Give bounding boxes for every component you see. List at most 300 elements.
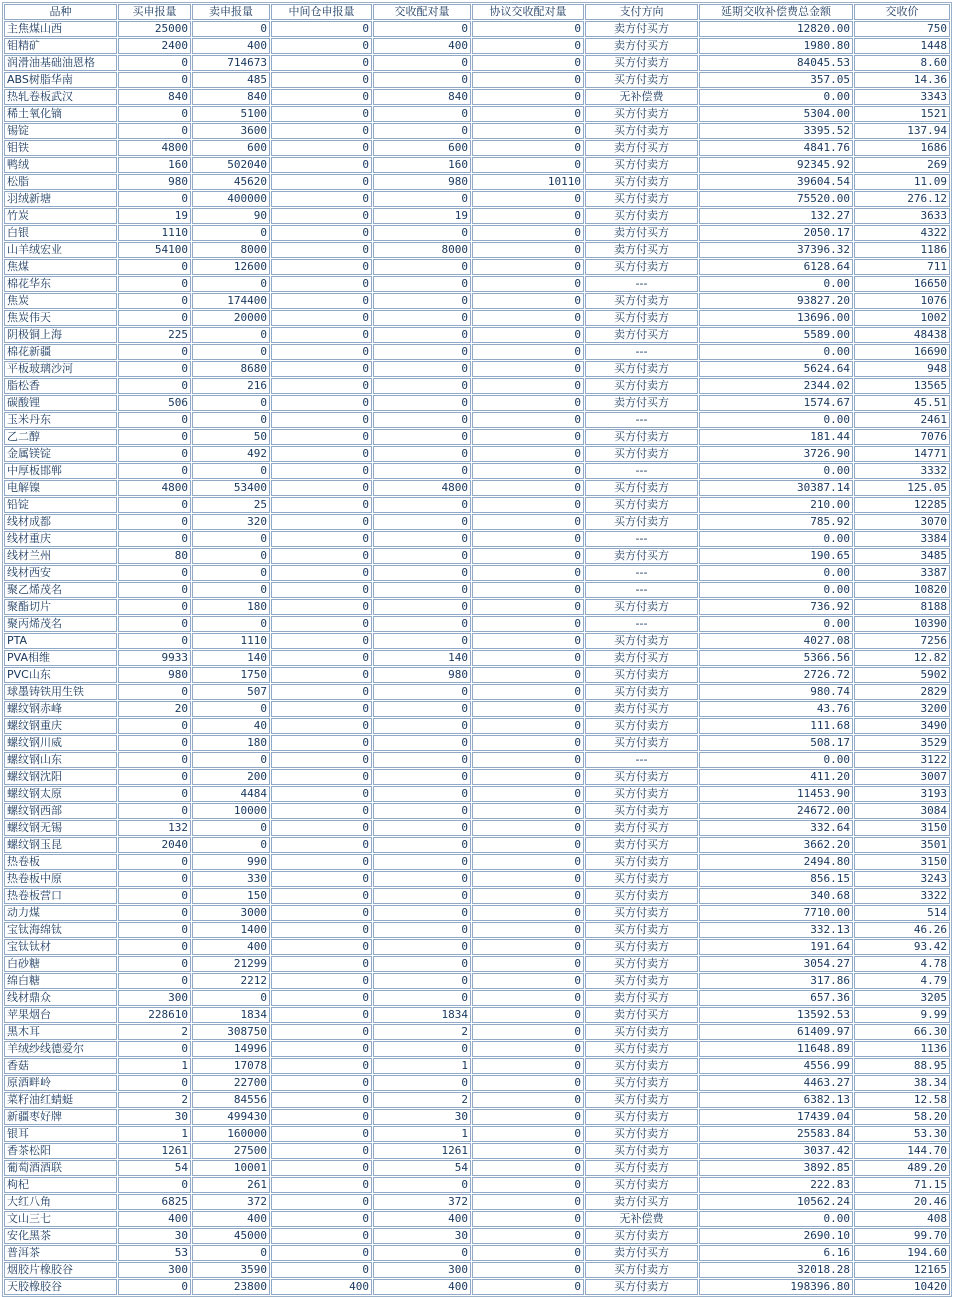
cell-col-matched: 0 [373, 378, 471, 394]
cell-col-intermediate-declared: 0 [271, 225, 372, 241]
cell-col-settle-price: 1186 [854, 242, 950, 258]
cell-col-pay-direction: 卖方付买方 [585, 990, 698, 1006]
cell-col-agreement-matched: 0 [472, 242, 584, 258]
cell-col-buy-declared: 4800 [118, 480, 191, 496]
header-col-settle-price: 交收价 [854, 4, 950, 20]
cell-col-settle-price: 1076 [854, 293, 950, 309]
cell-col-sell-declared: 150 [192, 888, 270, 904]
cell-col-compensation-total: 6.16 [699, 1245, 853, 1261]
header-col-matched: 交收配对量 [373, 4, 471, 20]
cell-col-variety: 锡锭 [4, 123, 117, 139]
cell-col-sell-declared: 0 [192, 582, 270, 598]
cell-col-pay-direction: 买方付卖方 [585, 1279, 698, 1295]
cell-col-agreement-matched: 0 [472, 735, 584, 751]
cell-col-matched: 0 [373, 786, 471, 802]
cell-col-agreement-matched: 0 [472, 55, 584, 71]
cell-col-agreement-matched: 0 [472, 208, 584, 224]
cell-col-buy-declared: 2 [118, 1092, 191, 1108]
cell-col-settle-price: 750 [854, 21, 950, 37]
cell-col-agreement-matched: 0 [472, 38, 584, 54]
cell-col-compensation-total: 1980.80 [699, 38, 853, 54]
cell-col-intermediate-declared: 0 [271, 684, 372, 700]
cell-col-matched: 0 [373, 735, 471, 751]
cell-col-compensation-total: 0.00 [699, 412, 853, 428]
cell-col-sell-declared: 10000 [192, 803, 270, 819]
cell-col-pay-direction: --- [585, 276, 698, 292]
cell-col-settle-price: 38.34 [854, 1075, 950, 1091]
cell-col-sell-declared: 8000 [192, 242, 270, 258]
cell-col-compensation-total: 0.00 [699, 752, 853, 768]
cell-col-agreement-matched: 0 [472, 497, 584, 513]
cell-col-intermediate-declared: 0 [271, 327, 372, 343]
cell-col-agreement-matched: 0 [472, 565, 584, 581]
cell-col-sell-declared: 0 [192, 548, 270, 564]
cell-col-agreement-matched: 0 [472, 310, 584, 326]
cell-col-sell-declared: 23800 [192, 1279, 270, 1295]
cell-col-compensation-total: 30387.14 [699, 480, 853, 496]
cell-col-agreement-matched: 0 [472, 752, 584, 768]
cell-col-compensation-total: 3892.85 [699, 1160, 853, 1176]
cell-col-pay-direction: --- [585, 412, 698, 428]
cell-col-compensation-total: 5366.56 [699, 650, 853, 666]
cell-col-pay-direction: 卖方付买方 [585, 242, 698, 258]
cell-col-compensation-total: 657.36 [699, 990, 853, 1006]
cell-col-agreement-matched: 0 [472, 1143, 584, 1159]
cell-col-sell-declared: 492 [192, 446, 270, 462]
table-row [4, 973, 950, 989]
cell-col-settle-price: 10420 [854, 1279, 950, 1295]
cell-col-buy-declared: 2040 [118, 837, 191, 853]
cell-col-settle-price: 13565 [854, 378, 950, 394]
cell-col-agreement-matched: 0 [472, 837, 584, 853]
cell-col-sell-declared: 8680 [192, 361, 270, 377]
cell-col-buy-declared: 0 [118, 55, 191, 71]
cell-col-intermediate-declared: 0 [271, 310, 372, 326]
cell-col-variety: 竹炭 [4, 208, 117, 224]
cell-col-variety: 宝钛海绵钛 [4, 922, 117, 938]
cell-col-variety: 松脂 [4, 174, 117, 190]
cell-col-agreement-matched: 0 [472, 769, 584, 785]
cell-col-buy-declared: 0 [118, 106, 191, 122]
cell-col-agreement-matched: 10110 [472, 174, 584, 190]
cell-col-buy-declared: 0 [118, 310, 191, 326]
table-row [4, 752, 950, 768]
cell-col-compensation-total: 75520.00 [699, 191, 853, 207]
cell-col-matched: 0 [373, 191, 471, 207]
table-row [4, 1143, 950, 1159]
cell-col-pay-direction: 买方付卖方 [585, 1058, 698, 1074]
cell-col-compensation-total: 0.00 [699, 463, 853, 479]
cell-col-compensation-total: 1574.67 [699, 395, 853, 411]
cell-col-compensation-total: 4556.99 [699, 1058, 853, 1074]
cell-col-sell-declared: 372 [192, 1194, 270, 1210]
cell-col-intermediate-declared: 0 [271, 973, 372, 989]
cell-col-pay-direction: 卖方付买方 [585, 650, 698, 666]
header-col-variety: 品种 [4, 4, 117, 20]
cell-col-compensation-total: 39604.54 [699, 174, 853, 190]
table-row [4, 38, 950, 54]
cell-col-variety: 线材鼎众 [4, 990, 117, 1006]
cell-col-variety: 烟胶片橡胶谷 [4, 1262, 117, 1278]
table-row [4, 463, 950, 479]
cell-col-pay-direction: 买方付卖方 [585, 735, 698, 751]
table-row [4, 1194, 950, 1210]
cell-col-intermediate-declared: 0 [271, 106, 372, 122]
cell-col-intermediate-declared: 0 [271, 565, 372, 581]
cell-col-agreement-matched: 0 [472, 1058, 584, 1074]
cell-col-buy-declared: 0 [118, 1177, 191, 1193]
cell-col-buy-declared: 0 [118, 922, 191, 938]
cell-col-buy-declared: 4800 [118, 140, 191, 156]
cell-col-buy-declared: 80 [118, 548, 191, 564]
cell-col-agreement-matched: 0 [472, 786, 584, 802]
cell-col-agreement-matched: 0 [472, 1075, 584, 1091]
cell-col-compensation-total: 10562.24 [699, 1194, 853, 1210]
table-row [4, 871, 950, 887]
cell-col-sell-declared: 4484 [192, 786, 270, 802]
cell-col-matched: 0 [373, 803, 471, 819]
cell-col-matched: 0 [373, 701, 471, 717]
cell-col-matched: 0 [373, 412, 471, 428]
cell-col-matched: 0 [373, 21, 471, 37]
cell-col-settle-price: 3529 [854, 735, 950, 751]
cell-col-compensation-total: 191.64 [699, 939, 853, 955]
cell-col-matched: 160 [373, 157, 471, 173]
cell-col-matched: 140 [373, 650, 471, 666]
cell-col-matched: 0 [373, 327, 471, 343]
cell-col-matched: 0 [373, 820, 471, 836]
cell-col-intermediate-declared: 0 [271, 548, 372, 564]
cell-col-settle-price: 3150 [854, 820, 950, 836]
cell-col-matched: 8000 [373, 242, 471, 258]
cell-col-settle-price: 12.58 [854, 1092, 950, 1108]
cell-col-buy-declared: 0 [118, 599, 191, 615]
cell-col-variety: 文山三七 [4, 1211, 117, 1227]
table-row [4, 837, 950, 853]
cell-col-intermediate-declared: 0 [271, 633, 372, 649]
cell-col-variety: 螺纹钢山东 [4, 752, 117, 768]
cell-col-sell-declared: 0 [192, 990, 270, 1006]
cell-col-compensation-total: 785.92 [699, 514, 853, 530]
cell-col-agreement-matched: 0 [472, 684, 584, 700]
cell-col-sell-declared: 3590 [192, 1262, 270, 1278]
cell-col-buy-declared: 0 [118, 582, 191, 598]
cell-col-sell-declared: 1834 [192, 1007, 270, 1023]
cell-col-variety: 焦炭伟天 [4, 310, 117, 326]
cell-col-buy-declared: 228610 [118, 1007, 191, 1023]
cell-col-intermediate-declared: 0 [271, 1160, 372, 1176]
cell-col-variety: 碳酸锂 [4, 395, 117, 411]
cell-col-settle-price: 88.95 [854, 1058, 950, 1074]
cell-col-variety: 螺纹钢无锡 [4, 820, 117, 836]
cell-col-variety: 焦炭 [4, 293, 117, 309]
cell-col-compensation-total: 111.68 [699, 718, 853, 734]
cell-col-sell-declared: 45000 [192, 1228, 270, 1244]
cell-col-agreement-matched: 0 [472, 123, 584, 139]
cell-col-variety: 聚酯切片 [4, 599, 117, 615]
cell-col-intermediate-declared: 0 [271, 1143, 372, 1159]
cell-col-variety: 螺纹钢沈阳 [4, 769, 117, 785]
table-row [4, 327, 950, 343]
table-row [4, 854, 950, 870]
cell-col-agreement-matched: 0 [472, 905, 584, 921]
cell-col-agreement-matched: 0 [472, 480, 584, 496]
cell-col-sell-declared: 0 [192, 327, 270, 343]
cell-col-variety: 天胶橡胶谷 [4, 1279, 117, 1295]
cell-col-matched: 0 [373, 633, 471, 649]
cell-col-pay-direction: 卖方付买方 [585, 38, 698, 54]
cell-col-settle-price: 1136 [854, 1041, 950, 1057]
cell-col-buy-declared: 53 [118, 1245, 191, 1261]
cell-col-agreement-matched: 0 [472, 72, 584, 88]
cell-col-buy-declared: 0 [118, 939, 191, 955]
cell-col-matched: 0 [373, 837, 471, 853]
cell-col-buy-declared: 54100 [118, 242, 191, 258]
cell-col-buy-declared: 0 [118, 1041, 191, 1057]
cell-col-buy-declared: 1 [118, 1058, 191, 1074]
cell-col-sell-declared: 5100 [192, 106, 270, 122]
cell-col-sell-declared: 0 [192, 531, 270, 547]
cell-col-compensation-total: 17439.04 [699, 1109, 853, 1125]
cell-col-matched: 30 [373, 1228, 471, 1244]
cell-col-settle-price: 3332 [854, 463, 950, 479]
cell-col-sell-declared: 45620 [192, 174, 270, 190]
cell-col-variety: 羊绒纱线德爱尔 [4, 1041, 117, 1057]
cell-col-compensation-total: 332.13 [699, 922, 853, 938]
cell-col-buy-declared: 0 [118, 718, 191, 734]
cell-col-sell-declared: 0 [192, 395, 270, 411]
table-row [4, 548, 950, 564]
cell-col-pay-direction: 卖方付买方 [585, 21, 698, 37]
cell-col-settle-price: 276.12 [854, 191, 950, 207]
cell-col-sell-declared: 40 [192, 718, 270, 734]
cell-col-settle-price: 58.20 [854, 1109, 950, 1125]
cell-col-sell-declared: 261 [192, 1177, 270, 1193]
cell-col-variety: 玉米丹东 [4, 412, 117, 428]
cell-col-variety: 线材西安 [4, 565, 117, 581]
cell-col-compensation-total: 3395.52 [699, 123, 853, 139]
cell-col-agreement-matched: 0 [472, 888, 584, 904]
cell-col-matched: 0 [373, 123, 471, 139]
cell-col-intermediate-declared: 0 [271, 191, 372, 207]
cell-col-matched: 400 [373, 1211, 471, 1227]
cell-col-buy-declared: 0 [118, 293, 191, 309]
cell-col-compensation-total: 340.68 [699, 888, 853, 904]
cell-col-sell-declared: 216 [192, 378, 270, 394]
cell-col-buy-declared: 0 [118, 497, 191, 513]
cell-col-compensation-total: 2726.72 [699, 667, 853, 683]
cell-col-agreement-matched: 0 [472, 276, 584, 292]
cell-col-matched: 0 [373, 769, 471, 785]
cell-col-sell-declared: 174400 [192, 293, 270, 309]
cell-col-pay-direction: 买方付卖方 [585, 497, 698, 513]
cell-col-settle-price: 3243 [854, 871, 950, 887]
cell-col-variety: 新疆枣好牌 [4, 1109, 117, 1125]
cell-col-variety: 乙二醇 [4, 429, 117, 445]
cell-col-settle-price: 1521 [854, 106, 950, 122]
cell-col-compensation-total: 210.00 [699, 497, 853, 513]
cell-col-variety: 平板玻璃沙河 [4, 361, 117, 377]
cell-col-settle-price: 2461 [854, 412, 950, 428]
cell-col-intermediate-declared: 0 [271, 667, 372, 683]
cell-col-compensation-total: 24672.00 [699, 803, 853, 819]
cell-col-sell-declared: 320 [192, 514, 270, 530]
cell-col-compensation-total: 6128.64 [699, 259, 853, 275]
cell-col-pay-direction: 买方付卖方 [585, 956, 698, 972]
cell-col-compensation-total: 411.20 [699, 769, 853, 785]
cell-col-buy-declared: 54 [118, 1160, 191, 1176]
cell-col-intermediate-declared: 0 [271, 446, 372, 462]
cell-col-compensation-total: 43.76 [699, 701, 853, 717]
cell-col-matched: 0 [373, 956, 471, 972]
cell-col-variety: 阴极铜上海 [4, 327, 117, 343]
cell-col-intermediate-declared: 0 [271, 905, 372, 921]
cell-col-matched: 0 [373, 871, 471, 887]
cell-col-buy-declared: 160 [118, 157, 191, 173]
cell-col-intermediate-declared: 0 [271, 735, 372, 751]
cell-col-agreement-matched: 0 [472, 395, 584, 411]
cell-col-compensation-total: 856.15 [699, 871, 853, 887]
cell-col-variety: 棉花新疆 [4, 344, 117, 360]
table-row [4, 1126, 950, 1142]
cell-col-settle-price: 3084 [854, 803, 950, 819]
cell-col-sell-declared: 1400 [192, 922, 270, 938]
table-row [4, 650, 950, 666]
cell-col-matched: 0 [373, 276, 471, 292]
cell-col-variety: 鸭绒 [4, 157, 117, 173]
cell-col-compensation-total: 3726.90 [699, 446, 853, 462]
cell-col-matched: 0 [373, 514, 471, 530]
table-row [4, 718, 950, 734]
cell-col-agreement-matched: 0 [472, 1177, 584, 1193]
cell-col-compensation-total: 4841.76 [699, 140, 853, 156]
cell-col-compensation-total: 92345.92 [699, 157, 853, 173]
cell-col-pay-direction: 买方付卖方 [585, 1143, 698, 1159]
delivery-table [2, 2, 952, 1297]
cell-col-settle-price: 8188 [854, 599, 950, 615]
cell-col-sell-declared: 3600 [192, 123, 270, 139]
cell-col-buy-declared: 6825 [118, 1194, 191, 1210]
cell-col-compensation-total: 0.00 [699, 344, 853, 360]
cell-col-variety: 热卷板中原 [4, 871, 117, 887]
cell-col-pay-direction: 买方付卖方 [585, 1228, 698, 1244]
cell-col-variety: 菜籽油红蜻蜓 [4, 1092, 117, 1108]
cell-col-sell-declared: 0 [192, 565, 270, 581]
cell-col-agreement-matched: 0 [472, 667, 584, 683]
cell-col-buy-declared: 0 [118, 752, 191, 768]
cell-col-intermediate-declared: 0 [271, 140, 372, 156]
cell-col-compensation-total: 25583.84 [699, 1126, 853, 1142]
cell-col-settle-price: 16650 [854, 276, 950, 292]
cell-col-sell-declared: 12600 [192, 259, 270, 275]
cell-col-pay-direction: 买方付卖方 [585, 803, 698, 819]
cell-col-intermediate-declared: 0 [271, 650, 372, 666]
cell-col-settle-price: 3343 [854, 89, 950, 105]
cell-col-sell-declared: 330 [192, 871, 270, 887]
cell-col-agreement-matched: 0 [472, 225, 584, 241]
table-row [4, 701, 950, 717]
cell-col-compensation-total: 132.27 [699, 208, 853, 224]
cell-col-pay-direction: 卖方付买方 [585, 548, 698, 564]
cell-col-intermediate-declared: 0 [271, 412, 372, 428]
cell-col-pay-direction: 无补偿费 [585, 89, 698, 105]
cell-col-pay-direction: 买方付卖方 [585, 922, 698, 938]
cell-col-settle-price: 4.79 [854, 973, 950, 989]
cell-col-agreement-matched: 0 [472, 259, 584, 275]
cell-col-matched: 0 [373, 888, 471, 904]
cell-col-variety: 金属镁锭 [4, 446, 117, 462]
cell-col-compensation-total: 4463.27 [699, 1075, 853, 1091]
table-row [4, 616, 950, 632]
cell-col-agreement-matched: 0 [472, 21, 584, 37]
cell-col-matched: 0 [373, 565, 471, 581]
cell-col-variety: 焦煤 [4, 259, 117, 275]
cell-col-intermediate-declared: 0 [271, 344, 372, 360]
cell-col-sell-declared: 507 [192, 684, 270, 700]
cell-col-matched: 0 [373, 1041, 471, 1057]
table-row [4, 259, 950, 275]
cell-col-agreement-matched: 0 [472, 1092, 584, 1108]
cell-col-agreement-matched: 0 [472, 1024, 584, 1040]
cell-col-sell-declared: 600 [192, 140, 270, 156]
cell-col-matched: 980 [373, 667, 471, 683]
cell-col-sell-declared: 1750 [192, 667, 270, 683]
cell-col-sell-declared: 17078 [192, 1058, 270, 1074]
cell-col-variety: 普洱茶 [4, 1245, 117, 1261]
cell-col-buy-declared: 0 [118, 344, 191, 360]
cell-col-matched: 19 [373, 208, 471, 224]
cell-col-settle-price: 16690 [854, 344, 950, 360]
cell-col-buy-declared: 0 [118, 888, 191, 904]
cell-col-compensation-total: 5589.00 [699, 327, 853, 343]
cell-col-pay-direction: 买方付卖方 [585, 293, 698, 309]
cell-col-agreement-matched: 0 [472, 616, 584, 632]
cell-col-sell-declared: 2212 [192, 973, 270, 989]
table-row [4, 786, 950, 802]
cell-col-settle-price: 144.70 [854, 1143, 950, 1159]
table-row [4, 1228, 950, 1244]
cell-col-matched: 0 [373, 1177, 471, 1193]
table-row [4, 769, 950, 785]
cell-col-settle-price: 3070 [854, 514, 950, 530]
cell-col-buy-declared: 980 [118, 667, 191, 683]
table-body [4, 21, 950, 1295]
table-header-row [4, 4, 950, 20]
cell-col-agreement-matched: 0 [472, 939, 584, 955]
cell-col-intermediate-declared: 0 [271, 1058, 372, 1074]
cell-col-matched: 1 [373, 1058, 471, 1074]
cell-col-agreement-matched: 0 [472, 803, 584, 819]
cell-col-variety: 线材重庆 [4, 531, 117, 547]
cell-col-variety: ABS树脂华南 [4, 72, 117, 88]
cell-col-pay-direction: 买方付卖方 [585, 1024, 698, 1040]
cell-col-matched: 2 [373, 1092, 471, 1108]
cell-col-agreement-matched: 0 [472, 1194, 584, 1210]
cell-col-buy-declared: 0 [118, 259, 191, 275]
table-row [4, 922, 950, 938]
cell-col-matched: 0 [373, 72, 471, 88]
cell-col-settle-price: 408 [854, 1211, 950, 1227]
cell-col-pay-direction: 买方付卖方 [585, 1126, 698, 1142]
cell-col-buy-declared: 1 [118, 1126, 191, 1142]
cell-col-matched: 0 [373, 616, 471, 632]
table-row [4, 888, 950, 904]
cell-col-compensation-total: 32018.28 [699, 1262, 853, 1278]
cell-col-settle-price: 12165 [854, 1262, 950, 1278]
cell-col-pay-direction: 买方付卖方 [585, 633, 698, 649]
cell-col-matched: 0 [373, 361, 471, 377]
cell-col-settle-price: 269 [854, 157, 950, 173]
